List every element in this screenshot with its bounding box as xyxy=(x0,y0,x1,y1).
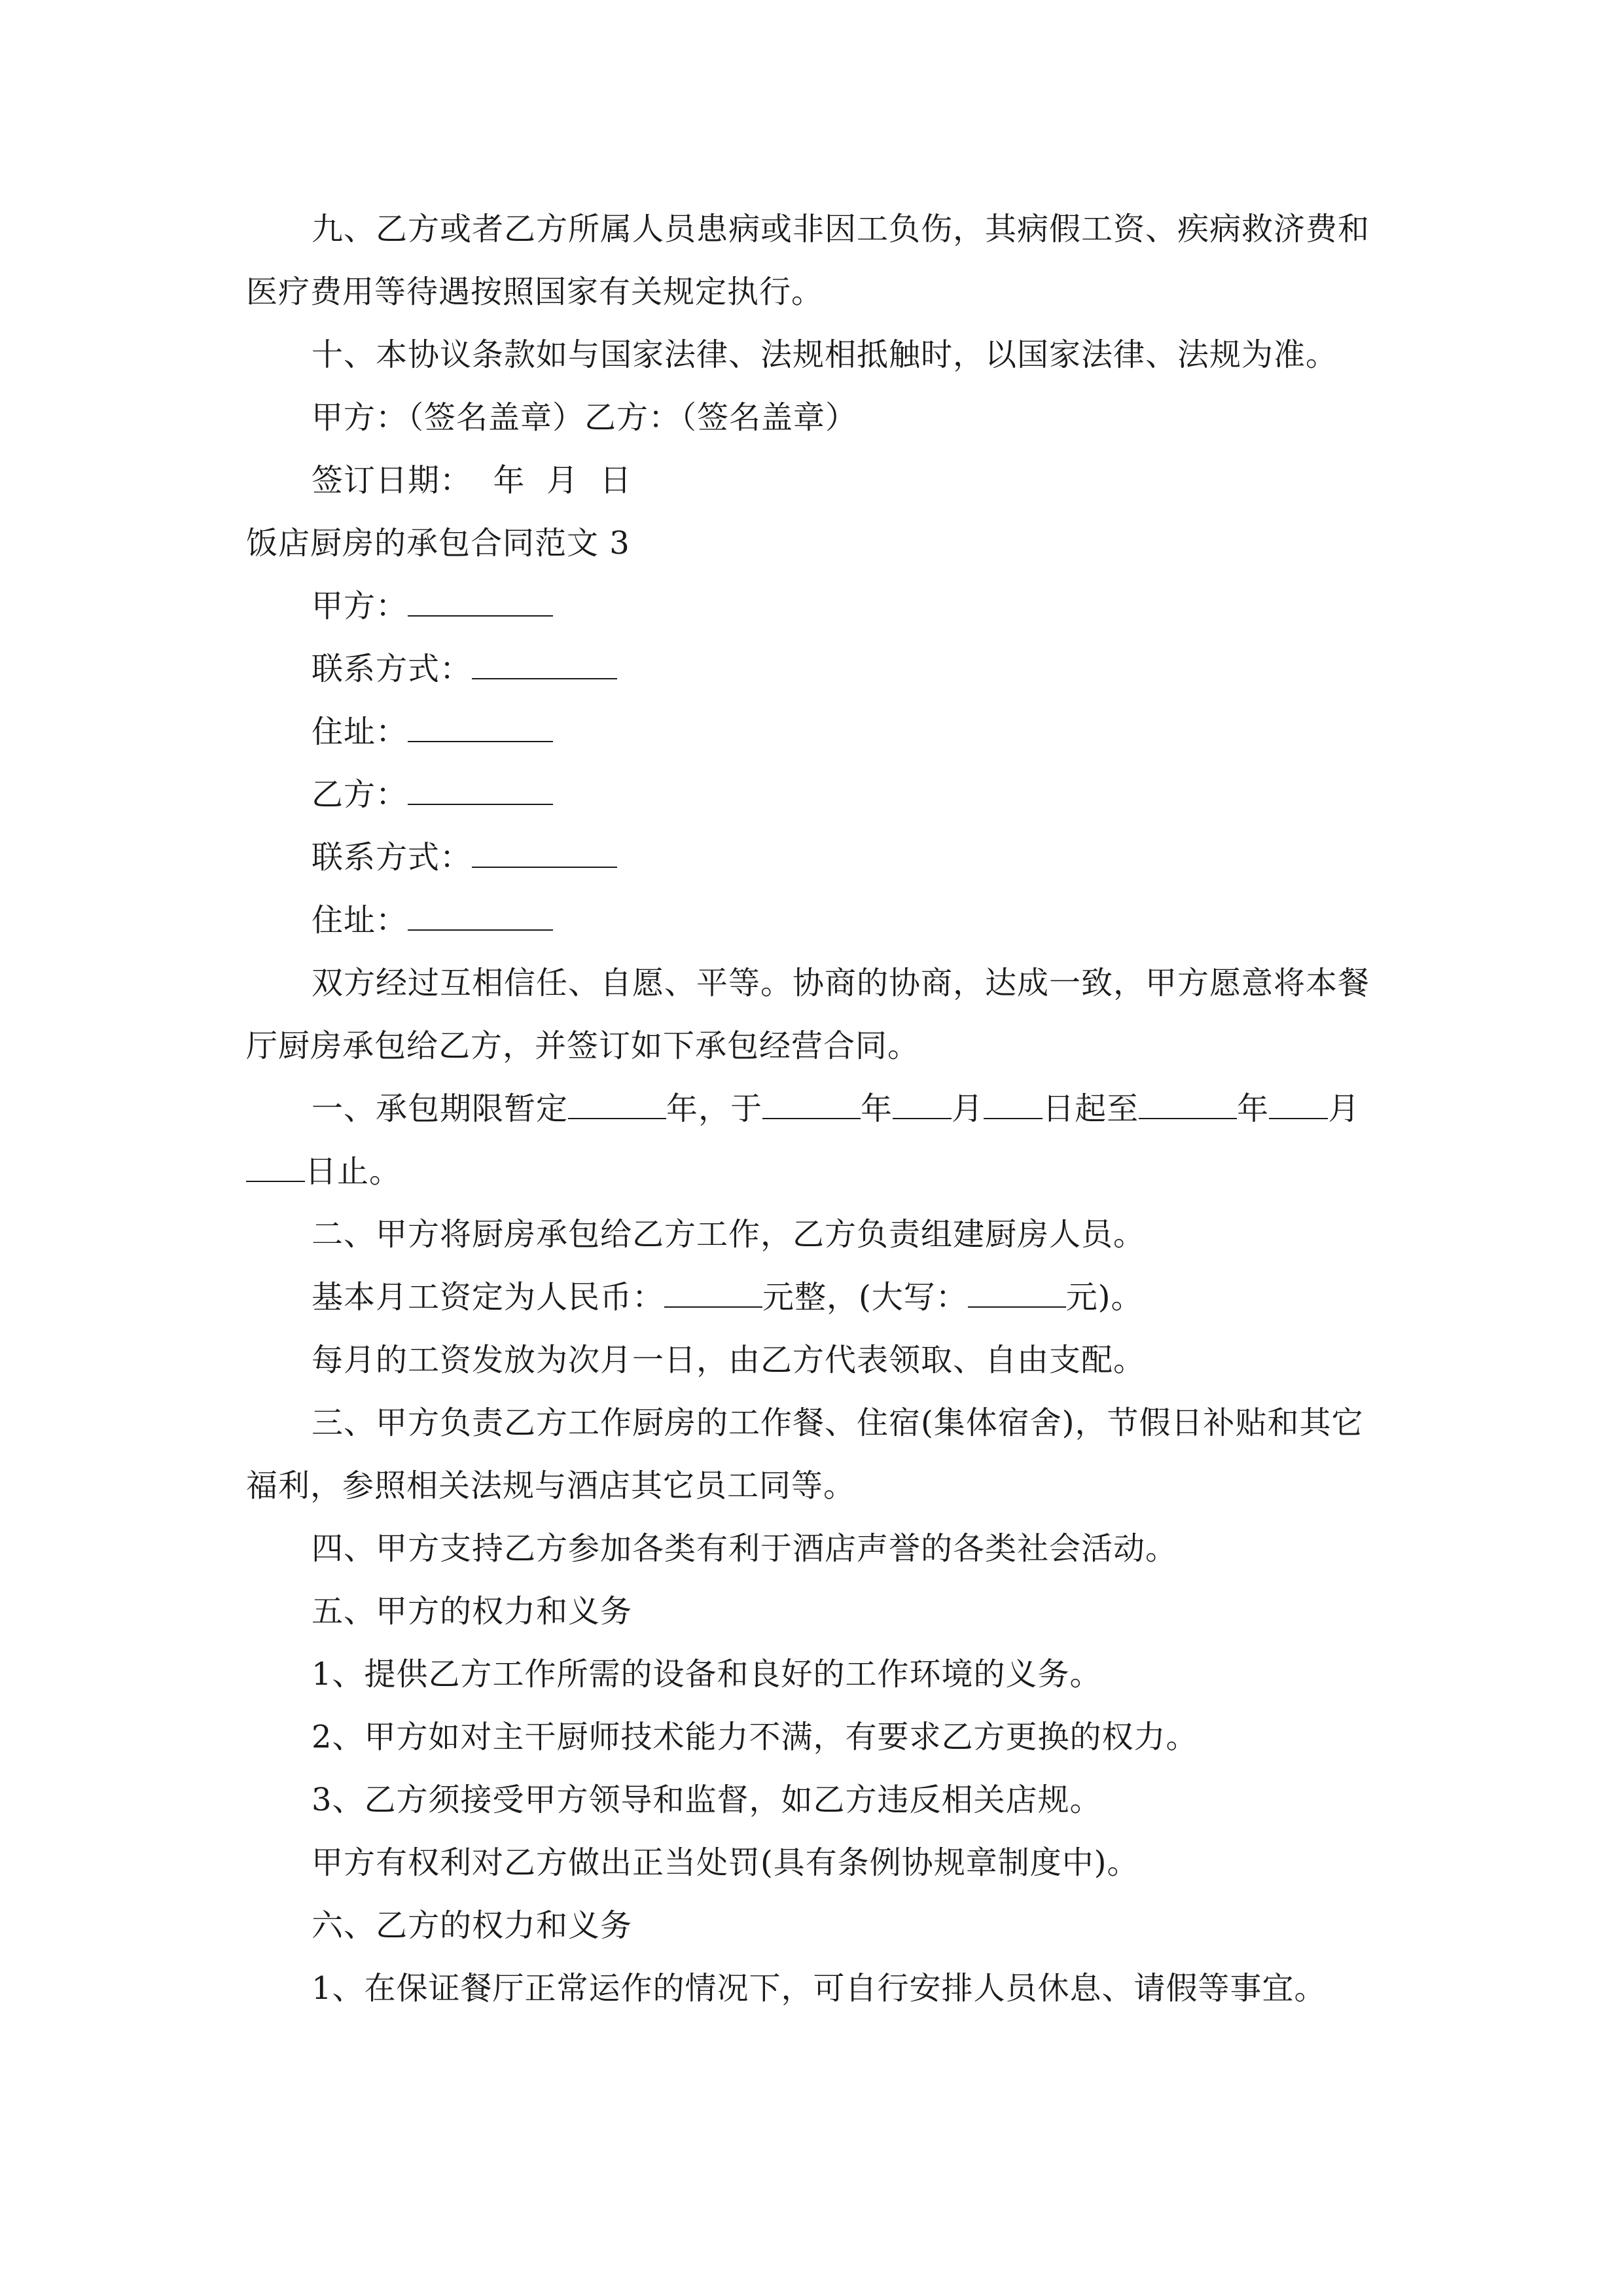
clause-5-title: 五、甲方的权力和义务 xyxy=(312,1593,633,1630)
contact-b-label: 联系方式： xyxy=(312,839,473,876)
term-prefix: 一、承包期限暂定 xyxy=(312,1090,569,1127)
clause-5-item-3: 3、乙方须接受甲方领导和监督，如乙方违反相关店规。 xyxy=(312,1782,1102,1818)
sign-date: 签订日期： 年 月 日 xyxy=(312,462,632,499)
clause-10: 十、本协议条款如与国家法律、法规相抵触时，以国家法律、法规为准。 xyxy=(312,336,1338,373)
contact-b-field xyxy=(246,826,1378,889)
term-day-from: 日起至 xyxy=(1043,1090,1139,1127)
clause-6-title: 六、乙方的权力和义务 xyxy=(312,1907,633,1944)
salary-yuan-whole: 元整，(大写： xyxy=(762,1279,968,1316)
clause-9-line-1: 九、乙方或者乙方所属人员患病或非因工负伤，其病假工资、疾病救济费和 xyxy=(312,211,1370,247)
salary-line xyxy=(246,1266,1378,1329)
intro-line-2: 厅厨房承包给乙方，并签订如下承包经营合同。 xyxy=(246,1028,920,1064)
address-a-field xyxy=(246,700,1378,763)
end-year-blank xyxy=(1139,1089,1237,1119)
party-b-blank xyxy=(408,775,553,805)
signature-line: 甲方：（签名盖章）乙方：（签名盖章） xyxy=(312,399,858,436)
salary-yuan-end: 元)。 xyxy=(1065,1279,1143,1316)
party-a-label: 甲方： xyxy=(312,588,408,624)
party-b-field xyxy=(246,763,1378,826)
clause-5-item-2: 2、甲方如对主干厨师技术能力不满，有要求乙方更换的权力。 xyxy=(312,1719,1198,1755)
contact-a-field xyxy=(246,637,1378,700)
clause-4: 四、甲方支持乙方参加各类有利于酒店声誉的各类社会活动。 xyxy=(312,1530,1178,1567)
pay-line: 每月的工资发放为次月一日，由乙方代表领取、自由支配。 xyxy=(312,1342,1146,1378)
address-b-label: 住址： xyxy=(312,902,408,939)
contact-a-blank xyxy=(472,649,617,679)
clause-5-item-1: 1、提供乙方工作所需的设备和良好的工作环境的义务。 xyxy=(312,1656,1102,1693)
term-end: 日止。 xyxy=(305,1153,402,1190)
term-year-3: 年 xyxy=(1237,1090,1270,1127)
party-b-label: 乙方： xyxy=(312,776,408,813)
address-b-blank xyxy=(408,901,553,931)
end-day-blank xyxy=(246,1152,305,1182)
address-a-label: 住址： xyxy=(312,713,408,750)
end-month-blank xyxy=(1269,1089,1328,1119)
party-a-field xyxy=(246,575,1378,637)
term-clause-line-1 xyxy=(246,1077,1378,1140)
intro-line-1: 双方经过互相信任、自愿、平等。协商的协商，达成一致，甲方愿意将本餐 xyxy=(312,965,1370,1001)
salary-amount-blank xyxy=(664,1278,762,1308)
party-a-blank xyxy=(408,586,553,617)
salary-prefix: 基本月工资定为人民币： xyxy=(312,1279,665,1316)
salary-capital-blank xyxy=(968,1278,1066,1308)
clause-6-item-1: 1、在保证餐厅正常运作的情况下，可自行安排人员休息、请假等事宜。 xyxy=(312,1970,1327,2007)
address-a-blank xyxy=(408,712,553,742)
contract-3-title: 饭店厨房的承包合同范文 3 xyxy=(246,525,630,562)
term-month-2: 月 xyxy=(1328,1090,1361,1127)
contact-a-label: 联系方式： xyxy=(312,651,473,687)
term-years-blank xyxy=(568,1089,666,1119)
start-day-blank xyxy=(984,1089,1043,1119)
clause-2: 二、甲方将厨房承包给乙方工作，乙方负责组建厨房人员。 xyxy=(312,1216,1146,1253)
term-month-1: 月 xyxy=(952,1090,984,1127)
term-clause-line-2 xyxy=(246,1140,1378,1203)
document-body xyxy=(246,198,1378,2020)
clause-5-penalty: 甲方有权利对乙方做出正当处罚(具有条例协规章制度中)。 xyxy=(312,1844,1139,1881)
clause-3-line-1: 三、甲方负责乙方工作厨房的工作餐、住宿(集体宿舍)，节假日补贴和其它 xyxy=(312,1405,1364,1441)
term-year-2: 年 xyxy=(861,1090,893,1127)
start-month-blank xyxy=(893,1089,952,1119)
address-b-field xyxy=(246,889,1378,952)
clause-9-line-2: 医疗费用等待遇按照国家有关规定执行。 xyxy=(246,274,824,310)
clause-3-line-2: 福利，参照相关法规与酒店其它员工同等。 xyxy=(246,1467,856,1504)
contact-b-blank xyxy=(472,838,617,868)
term-year-1: 年，于 xyxy=(666,1090,763,1127)
start-year-blank xyxy=(762,1089,861,1119)
